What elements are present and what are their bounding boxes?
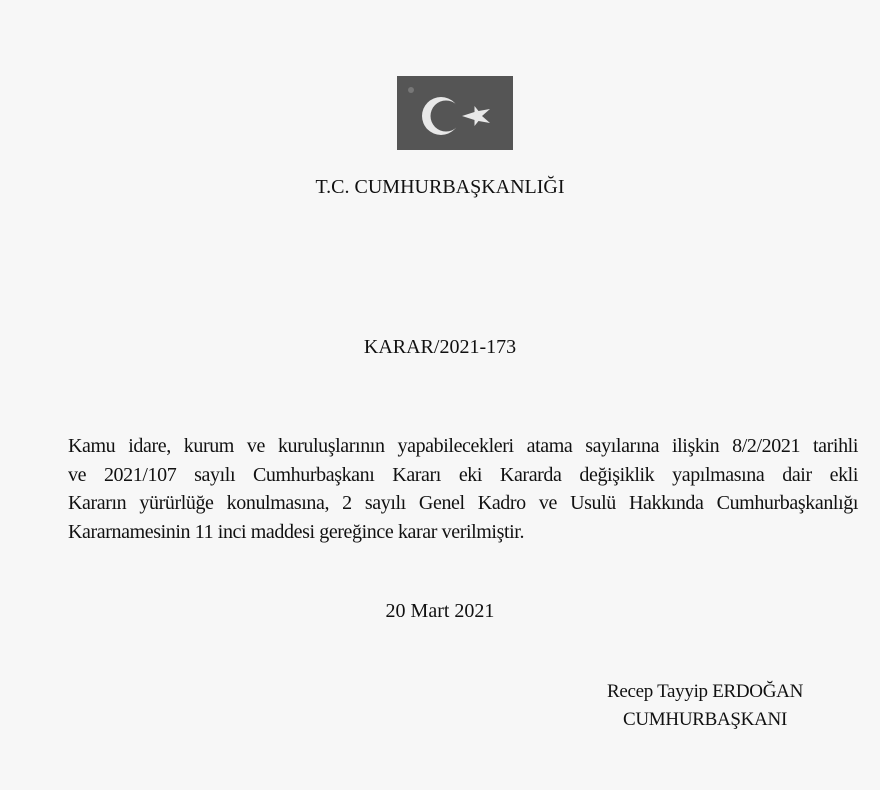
institution-title: T.C. CUMHURBAŞKANLIĞI [315,176,565,198]
body-line: Kamu idare, kurum ve kuruluşlarının yapabilecekleri atama sayılarına ilişkin 8/2/2021 tarihli [68,435,858,457]
turkish-flag-emblem [397,76,513,150]
crescent-star-icon [397,76,513,150]
signature-block [590,678,820,734]
body-line: Kararın yürürlüğe konulmasına, 2 sayılı Genel Kadro ve Usulü Hakkında Cumhurbaşkanlığı [68,492,858,515]
signatory-name: Recep Tayyip ERDOĞAN [606,681,803,702]
decision-date: 20 Mart 2021 [385,600,495,622]
body-line: Kararnamesinin 11 inci maddesi gereğince karar verilmiştir. [68,521,525,544]
signatory-title: CUMHURBAŞKANI [623,709,787,730]
decision-body [68,432,858,547]
body-line: ve 2021/107 sayılı Cumhurbaşkanı Kararı eki Kararda değişiklik yapılmasına dair ekli [68,463,858,486]
decision-number: KARAR/2021-173 [363,336,517,358]
